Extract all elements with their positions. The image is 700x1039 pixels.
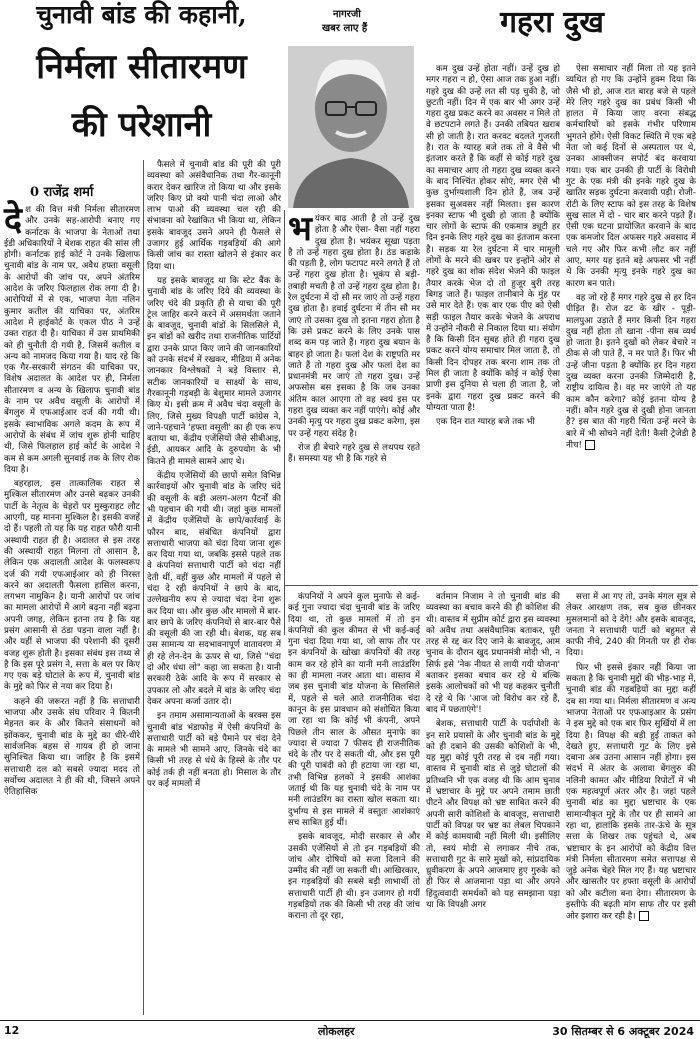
headline-line-1: चुनावी बांड की कहानी, <box>36 0 247 29</box>
article-paragraph: इसके बावजूद, मोदी सरकार से और उसकी एजेंसियों से तो इन गड़बड़ियों की जांच और दोषियों को सजा दिलाने की उम्मीद की नहीं जा सकती थी। आखिरकार, इन गड़बड़ियों की सबसे बड़ी लाभार्थी तो सत्ताधारी पार्टी ही थी। इन उजागर हो गयीं गड़बड़ियों तक की किसी भी तरह की जांच कराना तो दूर रहा, <box>288 832 420 922</box>
satire-column-a <box>288 209 420 579</box>
article-paragraph: बहरहाल, इस तात्कालिक राहत से मुश्किल सीतारमण और उनसे बढ़कर उनकी पार्टी के नेतृत्व के चेहरों पर मुस्कुराहट लौट आएगी, यह मानना मुश्किल है। इसकी वजहें दो हैं। पहली तो यह कि यह राहत फौरी यानी अस्थायी राहत ही है। अदालत से इस तरह की अस्थायी राहत मिलना तो आसान है, लेकिन एक अदालती आदेश के फलस्वरूप दर्ज की गयी एफआईआर को ही निरस्त करने का अदालती फैसला हासिल करना, लगभग नामुकिन है। यानी आरोपों पर जांच का मामला आरोपों में आगे बढ़ना नहीं बढ़ना अपनी जगह, लेकिन इतना तय है कि यह प्रसंग आसानी से ठंडा पड़ना वाला नहीं है। और यहीं से भाजपा की परेशानी की दूसरी वजह शुरू होती है। इसका संबंध इस तथ्य से है कि इस पूरे प्रसंग ने, सत्ता के बल पर किए गए एक बड़े घोटाले के रूप में, चुनावी बांड के मुद्दे को फिर से नया कर दिया है। <box>4 479 140 693</box>
article-paragraph <box>566 663 696 923</box>
article-column-4 <box>426 592 560 1015</box>
satire-closing-text: वह जो रहे हैं मगर गहरे दुख से हर दिन पीड़ित हैं। रोज ढट के खीर - पूड़ी-मालपुआ उड़ाते हैं मगर किसी दिन गहरा दुख नहीं होता तो खाना -पीना सब व्यर्थ हो जाता है। इतने दुखों को लेकर बेचारे न ठीक से जी पाते हैं, न मर पाते हैं। फिर भी उन्हें जीना पड़ता है क्योंकि हर दिन गहरा दुख व्यक्त करना उनकी जिम्मेदारी है, राष्ट्रीय दायित्व है। वह मर जाएंगे तो यह काम कौन करेगा? कोई इतना योग्य है नहीं। कौन गहरे दुख से दुखी होना जानता है? इस बात की गहरी चिंता उन्हें मरने के बारे में भी सोचने नहीं देती! कैसी ट्रेजेडी है नीच! <box>566 292 696 451</box>
end-mark-icon <box>585 440 595 450</box>
satire-paragraph: रोज ही बेचारे गहरे दुख से लथपथ रहते हैं। समस्या यह भी है कि गहरे से <box>288 442 420 465</box>
dropcap: भ <box>288 209 312 249</box>
dropcap: दे <box>4 200 23 240</box>
page-number: 12 <box>4 1024 20 1037</box>
column-title: गहरा दुख <box>500 5 604 40</box>
article-paragraph: सत्ता में आ गए तो, उनके मंगल सूत्र से लेकर आरक्षण तक, सब कुछ छीनकर मुसलमानों को दे देंगे! और इसके बावजूद, जनता ने सत्ताधारी पार्टी को बहुमत से काफी नीचे, 240 की गिनती पर ही रोक दिया। <box>566 592 696 659</box>
publication-name: लोकलहर <box>318 1025 355 1038</box>
section-divider <box>284 210 285 635</box>
headline-line-2: निर्मला सीतारमण <box>36 47 247 87</box>
satire-column-b <box>426 64 560 579</box>
article-paragraph: यह इसके बावजूद था कि स्टेट बैंक के चुनावी बांड के जरिए दिये की व्यवस्था के जरिए चंदे की प्रकृति ही से याचा की पूरी ट्रेल जाहिर करने करने में असमर्थता जताने के बावजूद, चुनावी बांडों के सिलसिले में, इन बांडों को खरीद तथा राजनीतिक पार्टियों द्वारा उनके प्राप्त किए जाने की जानकारियों को उनके संदर्भ में रखकर, मीडिया में अनेक जानकार विश्लेषकों ने बड़े विस्तार से, सटीक जानकारियों व साक्ष्यों के साथ, गैरकानूनी गड़बड़ी के बेशुमार मामले उजागर किए थे। इसी क्रम में अवैध चंदा वसूली के लिए, जिसे मुख्य विपक्षी पार्टी कांग्रेस ने, जाने-पहचाने 'हफ्ता वसूली' का ही एक रूप बताया था, केंद्रीय एजेंसियों जैसे सीबीआइ, ईडी, आयकर आदि के दुरुपयोग के भी कितने ही मामले सामने आए थे। <box>147 275 281 467</box>
satire-paragraph: कम दुख उन्हें होता नहीं। उन्हें दुख हो मगर गहरा न हो, ऐसा आज तक हुआ नहीं। गहरे दुख की उन्हें लत सी पड़ चुकी है, जो छुटती नहीं। दिन में एक बार भी अगर उन्हें गहरा दुख प्रकट करने का अवसर न मिले तो वे छटपटाने लगते हैं। उनकी तबियत खराब सी हो जाती है। रात करवट बदलते गुजरती है। रात के ग्यारह बजे तक तो वे वैसे भी इंतजार करते हैं कि कहीं से कोई गहरे दुख का समाचार आए तो गहरा दुख व्यक्त करने के बाद निश्चिंत होकर सोएं, मगर ऐसे भी कुछ दुर्भाग्यशाली दिन होते हैं, जब उन्हें इसका सुअवसर नहीं मिलता। इस कारण इनका स्टाफ भी दुखी हो जाता है क्योंकि चार लोगों के स्टाफ की एकमात्र ड्यूटी हर दिन इनके लिए गहरे दुख का इंतजाम करना है। सड़क या रेल दुर्घटना में चार मामूली लोगों के मरने की खबर पर इन्होंने ओर से गहरे दुख का शोक संदेश भेजने की फाइल तैयार करके भेज दो तो हुजूर बुरी तरह बिगड़ जाते हैं। फाइल तानीबाने के मुंह पर उसे मार देते हैं। एक बार एक पीए को ऐसी सड़ी फाइल तैयार करके भेजने के अपराध में उन्होंने नौकरी से निकाल दिया था। संयोग है कि किसी दिन सुबह होते ही गहरा दुख प्रकट करने योग्य समाचार मिल जाता है, तो किसी दिन दोपहर तक बरना शाम तक तो मिल ही जाता है क्योंकि कोई न कोई ऐसा प्राणी इस दुनिया से चला ही जाता है, जो इनके द्वारा गहरा दुख प्रकट करने की योग्यता पाता है! <box>426 64 560 413</box>
article-column-3 <box>288 592 420 1015</box>
portrait-image <box>288 46 414 208</box>
section-divider-horizontal <box>284 585 698 586</box>
issue-date: 30 सितम्बर से 6 अक्टूबर 2024 <box>552 1025 694 1038</box>
article-paragraph: वर्तमान निजाम ने तो चुनावी बांड की व्यवस्था का बचाव करने की ही कोशिश की थी। वास्तव में सुप्रीम कोर्ट द्वारा इस व्यवस्था को अवैध तथा असंवैधानिक बताकर, पूरी तरह से रद्द कर दिए जाने के बावजूद, आम चुनाव के दौरान खुद प्रधानमंत्री मोदी भी, न सिर्फ इसे 'नेक नीयत से लायी गयी योजना' बताकर इसका बचाव कर रहे थे बल्कि इसके आलोचकों को भी यह कहकर चुनौती दे रहे थे कि 'आज जो विरोध कर रहे हैं, बाद में पछताएंगे'! <box>426 592 560 715</box>
satire-paragraph <box>566 293 696 452</box>
article-paragraph: केंद्रीय एजेंसियों की छापों समेत विभिन्न कार्रवाइयों और चुनावी बांड के जरिए चंदे की वसूली के बड़ी अलग-अलग पैटर्नों की भी पहचान की गयी थी। जहां कुछ मामलों में केंद्रीय एजेंसियों के छापे/कार्रवाई के फौरन बाद, संबंधित कंपनियों द्वारा सत्ताधारी भाजपा को चंदा दिया जाना शुरू कर दिया गया था, जबकि इससे पहले तक वे कंपनियां सत्ताधारी पार्टी को चंदा नहीं देती थीं, वहीं कुछ और मामलों में पहले से चंदा दे रही कंपनियों ने छापे के बाद, उल्लेखनीय रूप से ज्यादा चंदा देना शुरू कर दिया था। और कुछ और मामलों में बार-बार छापे के जरिए कंपनियों से बार-बार पैसे की वसूली की जा रही थी। बेशक, यह सब उस सामान्य या सदभावनापूर्ण वातावरण में ही रहे लेन-देन के ऊपर से था, जिसे "चंदा दो और धंधा लो" कहा जा सकता है। यानी सरकारी ठेके आदि के रूप में सरकार से उपकार लो और बदले में बांड के जरिए चंदा देकर अपना कर्जा उतार दो। <box>147 471 281 707</box>
article-paragraph: श की वित्त मंत्री निर्मला सीतारमण और उनके सह-आरोपी बनाए गए कर्नाटक के भाजपा के नेताओं तथा ईडी अधिकारियों ने बेशक राहत की सांस ली होगी। कर्नाटक हाई कोर्ट ने उनके खिलाफ चुनावी बांड के नाम पर, अवैध हफ्ता वसूली के आरोपों की जांच पर, अपने अंतरिम आदेश के जरिए फिलहाल रोक लगा दी है। आरोपियों में से एक, भाजपा नेता नलिन कुमार कतील की याचिका पर, अंतरिम आदेश में हाईकोर्ट के एकल पीठ ने उन्हें उक्त राहत दी है। याचिका में उस प्राथमिकी को ही चुनौती दी गयी है, जिसमें कतील व अन्य को नामजद किया गया है। याद रहे कि एक गैर-सरकारी संगठन की याचिका पर, विशेष अदालत के आदेश पर ही, निर्मला सीतारमण व अन्य के खिलाफ चुनावी बांड के नाम पर अवैध वसूली के आरोपों में बेंगलुरु में एफआईआर दर्ज की गयी थी। इसके स्वाभाविक अगले कदम के रूप में आरोपों के संबंध में जांच शुरू होनी चाहिए थी, जिसे फिलहाल हाई कोर्ट के आदेश ने कम से कम अगली सुनवाई तक के लिए रोक दिया है। <box>4 205 140 475</box>
footer-rule <box>0 1020 700 1021</box>
author-byline: 0 राजेंद्र शर्मा <box>30 185 94 200</box>
column-label-line-1: नागरजी <box>333 9 361 20</box>
article-paragraph: कंपनियों ने अपने कुल मुनाफे से कई-कई गुना ज्यादा चंदा चुनावी बांड के जरिए दिया था, तो कुछ मामलों में तो इन कंपनियों की कुल कीमत से भी कई-कई गुना चंदा दिया गया था, जो साफ तौर पर इन कंपनियों के खोखा कंपनियों की तरह काम कर रहे होने का यानी मनी लाउंडरिंग का ही मामला नजर आता था। वास्तव में जब इस चुनावी बांड योजना के सिलसिले में, पहले से चले आते राजनीतिक चंदा कानून के इस प्रावधान को संशोधित किया जा रहा था कि कोई भी कंपनी, अपने पिछले तीन साल के औसत मुनाफे का ज्यादा से ज्यादा 7 फीसद ही राजनीतिक चंदे के तौर पर दे सकती थी, और इस पूरी की पूरी पाबंदी को ही हटाया जा रहा था, तभी विभिन्न हलकों ने इसकी आशंका जताई थी कि यह चुनावी चंदे के नाम पर मनी लाउंडरिंग का रास्ता खोल सकता था। दुर्भाग्य से इस मामले में वस्तुतः आशंकाएं सच साबित हुई थीं। <box>288 592 420 828</box>
article-paragraph: बेशक, सत्ताधारी पार्टी के पर्दापोशी के इन सारे प्रयासों के और चुनावी बांड के मुद्दे को ही दबाने की उसकी कोशिशों के भी, यह मुद्दा कोई पूरी तरह से दब नहीं गया। वास्तव में चुनावी बांड से जुड़े घोटालों की प्रतिध्वनि भी एक वजह थी कि आम चुनाव में भ्रष्टाचार के मुद्दे पर अपने तमाम छाती पीटने और विपक्ष को भ्रष्ट साबित करने की अपनी सारी कोशिशों के बावजूद, सत्ताधारी पार्टी को विपक्ष पर भ्रष्ट का लेबल चिपकाने में कोई कामयाबी नहीं मिली थी। इसीलिए तो, स्वयं मोदी से लगाकर नीचे तक, सत्ताधारी गुट के सारे मुखों को, सांप्रदायिक ध्रुवीकरण के अपने आजमाए हुए गुरुके को ही फिर से आजमाना पड़ा था और अपने हिंदुत्ववादी समर्थकों को यह समझाना पड़ा था कि विपक्षी अगर <box>426 719 560 911</box>
article-paragraph: फैसले में चुनावी बांड की पूरी की पूरी व्यवस्था को असंवैधानिक तथा गैर-कानूनी करार देकर खारिज तो किया था और इसके जरिए किए प्रो क्यो पानी चंदा लाओ और लाभ पाओ की व्यवस्था चल रही की संभावना को रेखांकित भी किया था, लेकिन इसके बावजूद उसने अपने ही फैसले से उजागर हुई आर्थिक गड़बड़ियों की आगे किसी जांच का रास्ता खोलने से इंकार कर दिया था। <box>147 160 281 272</box>
column-divider <box>143 160 144 1015</box>
headline-line-3: की परेशानी <box>71 105 212 145</box>
article-column-5 <box>566 592 696 1015</box>
article-column-1 <box>4 200 140 1015</box>
author-photo <box>288 46 414 208</box>
article-paragraph: इन तमाम असामान्यताओं के बरक्स इस चुनावी बांड भंडाफोड़ में ऐसी कंपनियों के सत्ताधारी पार्टी को बड़े पैमाने पर चंदा देने के मामले भी सामने आए, जिनके चंदे का किसी भी तरह से धंधे के हिस्से के तौर पर कोई तर्क ही नहीं बनता हो। मिसाल के तौर पर कई मामलों में <box>147 711 281 790</box>
satire-paragraph: यंकर बाढ़ आती है तो उन्हें दुख होता है और ऐसा- वैसा नहीं गहरा दुख होता है। भयंकर सूखा पड़ता है तो उन्हें गहरा दुख होता है। ठंड कड़ाके की पड़ती है, लोग फटापट मरने लगते हैं तो उन्हें गहरा दुख होता है। भूकंप से बड़ी- तबाही मचती है तो उन्हें गहरा दुख होता है। रेल दुर्घटना में दो सौ मर जाएं तो उन्हें गहरा दुख होता है। हवाई दुर्घटना में तीन सौ मर जाएं तो उसका दुख तो इतना गहरा होता है कि उसे प्रकट करने के लिए उनके पास शब्द कम पड़ जाते हैं। गहरा दुख बयान के बाहर हो जाता है। फलां देश के राष्ट्रपति मर जाते हैं तो गहरा दुख और फलां देश का प्रधानमंत्री मर जाएं तो गहरा दुख। उन्हें अफसोस बस इसका है कि जब उनका अंतिम काल आएगा तो वह स्वयं इस पर गहरा दुख व्यक्त कर नहीं पाएंगे। कोई और उनकी मृत्यु पर गहरा दुख प्रकट करेगा, इस पर उन्हें गहरा संदेह है। <box>288 214 420 439</box>
article-paragraph: कहने की जरूरत नहीं है कि सत्ताधारी भाजपा और उसके संघ परिवार ने कितनी मेहनत कर के और कितने संसाधनों को झोंककर, चुनावी बांड के मुद्दे का धीरे-धीरे सार्वजनिक बहस से गायब ही हो जाना सुनिश्चित किया था। जाहिर है कि इसमें सत्ताधारी दल को सबसे ज्यादा मदद तो सर्वोच्च अदालत ने ही की थी, जिसने अपने ऐतिहासिक <box>4 696 140 798</box>
end-mark-icon <box>639 911 649 921</box>
article-closing-text: फिर भी इससे इंकार नहीं किया जा सकता है कि चुनावी मुद्दों की भीड़-भाड़ में, चुनावी बांड की गड़बड़ियों का मुद्दा कहीं दब सा गया था। निर्मला सीतारमण व अन्य भाजपा नेताओं पर एफआइआर के प्रसंग ने इस मुद्दे को एक बार फिर सुर्खियों में ला दिया है। विपक्ष की बड़ी हुई ताकत को देखते हुए, सत्ताधारी गुट के लिए इसे दबाना अब उतना आसान नहीं होगा। इस संदर्भ में अंतर के अलावा बेंगलुरु की नलिनी कामत और मीडिया रिपोर्टों में भी एक महत्वपूर्ण अंतर और है। जहां पहले चुनावी बांड का मुद्दा भ्रष्टाचार के एक सामान्यीकृत मुद्दे के तौर पर ही सामने आ रहा था, हालांकि इसके तार-ऊंचे के सूत्र सत्ता के शिखर तक पहुंचते थे, अब भ्रष्टाचार के इन आरोपों को केंद्रीय वित्त मंत्री निर्मला सीतारमण समेत सत्तापक्ष से जुड़े अनेक चेहरे मिल गए हैं। यह भ्रष्टाचार और खासतौर पर हफ्ता वसूली के आरोपों को और कटीला बना देगा। सीतारमण के इस्तीफे की बढ़ती मांग साफ तौर पर इसी ओर इशारा कर रही है। <box>566 662 696 922</box>
satire-column-c <box>566 64 696 579</box>
article-column-2 <box>147 160 281 790</box>
satire-paragraph: ऐसा समाचार नहीं मिला तो यह इतने व्यथित हो गए कि उन्होंने हुक्म दिया कि जैसे भी हो, आज रात बारह बजे से पहले मेरे लिए गहरे दुख का प्रबंध किसी भी हालत में किया जाए वरना संबद्ध कर्मचारियों को इसके गंभीर परिणाम भुगतने होंगे। ऐसी विकट स्थिति में एक बड़े नेता जो कई दिनों से अस्पताल पर थे, उनका आक्सीजन सपोर्ट बंद करवाया गया। एक बार उनकी ही पार्टी के विरोधी गुट के एक मंत्री की इनके गहरे दुख के खातिर सड़क दुर्घटना करवायी पड़ी। रोजी- रोटी के लिए स्टाफ को इस तरह के विशेष सुख साल में दो - चार बार करने पड़ते हैं। ऐसी एक घटना प्रायोजित करवाने के बाद एक कमजोर दिल अफसर गहरे अवसाद में चले गए और फिर कभी लौट कर नहीं आए, मगर यह इतने बड़े अफसर भी नहीं थे कि उनकी मृत्यु इनके गहरे दुख का कारण बन पाते। <box>566 64 696 289</box>
column-label-line-2: खबर लाए हैं <box>322 23 368 34</box>
satire-paragraph: एक दिन रात ग्यारह बजे तक भी <box>436 417 535 428</box>
